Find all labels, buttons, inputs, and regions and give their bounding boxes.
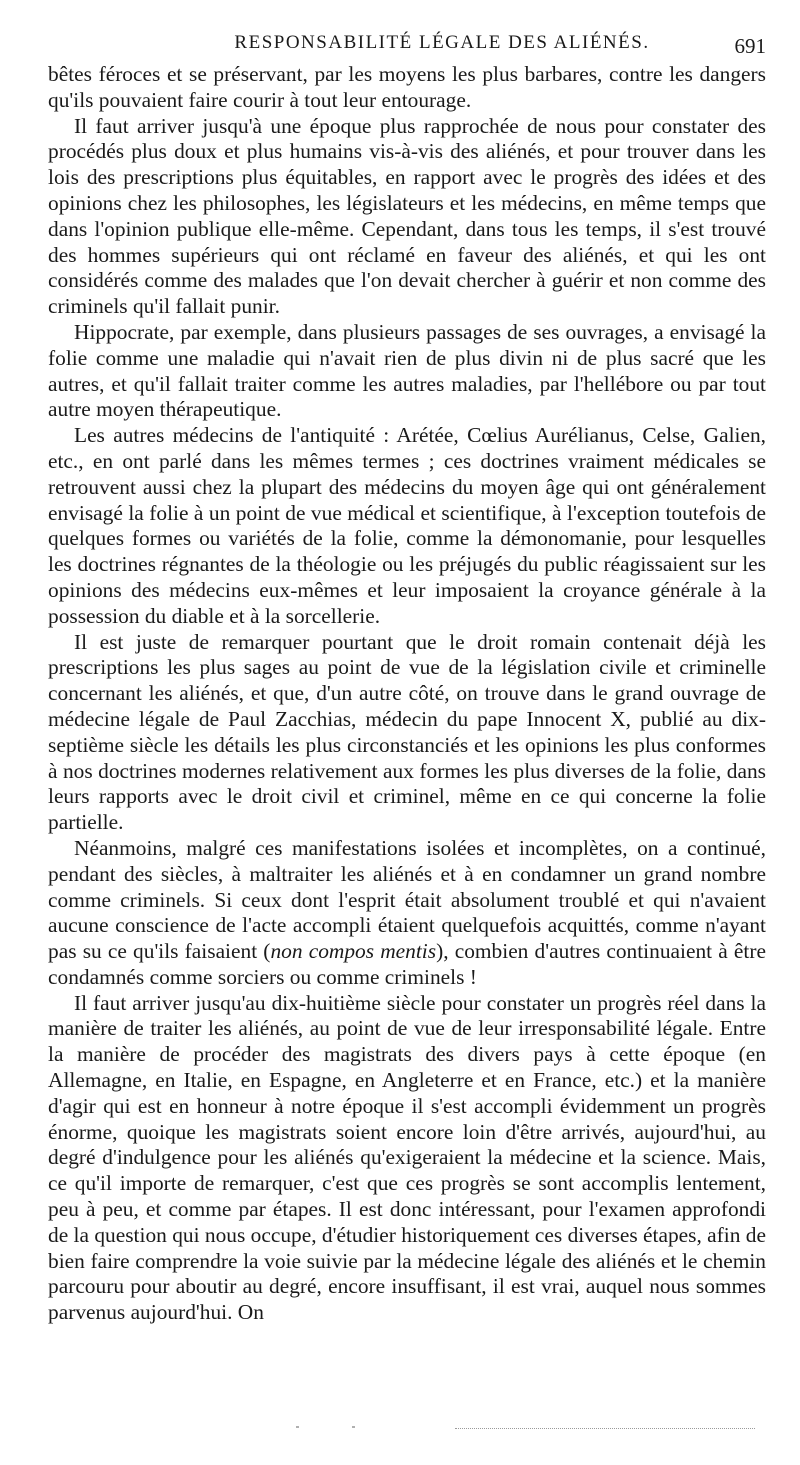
running-head: RESPONSABILITÉ LÉGALE DES ALIÉNÉS. <box>234 32 650 53</box>
page-header <box>48 26 766 62</box>
paragraph-7: Il faut arriver jusqu'au dix-huitième siècle pour constater un progrès réel dans la manière de traiter les aliénés, au point de vue de leur irresponsabilité légale. Entre la manière de procéder des magistrats des divers pays à cette époque (en Allemagne, en Italie, en Espagne, en Angleterre et en France, etc.) et la manière d'agir qui est en honneur à notre époque il s'est accompli évidemment un progrès énorme, quoique les magistrats soient encore loin d'être arrivés, aujourd'hui, au degré d'indulgence pour les aliénés qu'exigeraient la médecine et la science. Mais, ce qu'il importe de remarquer, c'est que ces progrès se sont accomplis lentement, peu à peu, et comme par étapes. Il est donc intéressant, pour l'examen approfondi de la question qui nous occupe, d'étudier historiquement ces diverses étapes, afin de bien faire comprendre la voie suivie par la médecine légale des aliénés et le chemin parcouru pour aboutir au degré, encore insuffisant, il est vrai, auquel nous sommes parvenus aujourd'hui. On <box>48 990 766 1325</box>
print-speck <box>296 1426 299 1428</box>
page-number: 691 <box>734 34 766 58</box>
paragraph-6-text-b: ), combien d'autres continuaient à être condamnés comme sorciers ou comme criminels ! <box>48 939 766 989</box>
footer-rule <box>455 1428 755 1429</box>
paragraph-3: Hippocrate, par exemple, dans plusieurs passages de ses ouvrages, a envisagé la folie comme une maladie qui n'avait rien de plus divin ni de plus sacré que les autres, et qu'il fallait traiter comme les autres maladies, par l'hellébore ou par tout autre moyen thérapeutique. <box>48 319 766 422</box>
paragraph-2: Il faut arriver jusqu'à une époque plus rapprochée de nous pour constater des procédés plus doux et plus humains vis-à-vis des aliénés, et pour trouver dans les lois des prescriptions plus équitables, en rapport avec le progrès des idées et des opinions chez les philosophes, les législateurs et les médecins, en même temps que dans l'opinion publique elle-même. Cependant, dans tous les temps, il s'est trouvé des hommes supérieurs qui ont réclamé en faveur des aliénés, et qui les ont considérés comme des malades que l'on devait chercher à guérir et non comme des criminels qu'il fallait punir. <box>48 113 766 319</box>
paragraph-6 <box>48 836 766 991</box>
paragraph-5: Il est juste de remarquer pourtant que le droit romain contenait déjà les prescriptions les plus sages au point de vue de la législation civile et criminelle concernant les aliénés, et que, d'un autre côté, on trouve dans le grand ouvrage de médecine légale de Paul Zacchias, médecin du pape Innocent X, publié au dix-septième siècle les détails les plus circonstanciés et les opinions les plus conformes à nos doctrines modernes relativement aux formes les plus diverses de la folie, dans leurs rapports avec le droit civil et criminel, même en ce qui concerne la folie partielle. <box>48 629 766 835</box>
print-speck <box>352 1426 355 1428</box>
paragraph-1: bêtes féroces et se préservant, par les moyens les plus barbares, contre les dangers qu'ils pouvaient faire courir à tout leur entourage. <box>48 62 766 112</box>
paragraph-6-text-a: Néanmoins, malgré ces manifestations isolées et incomplètes, on a continué, pendant des siècles, à maltraiter les aliénés et à en condamner un grand nombre comme criminels. Si ceux dont l'esprit était absolument troublé et qui n'avaient aucune conscience de l'acte accompli étaient quelquefois acquittés, comme n'ayant pas su ce qu'ils faisaient ( <box>48 835 766 964</box>
paragraph-4: Les autres médecins de l'antiquité : Arétée, Cœlius Aurélianus, Celse, Galien, etc., en ont parlé dans les mêmes termes ; ces doctrines vraiment médicales se retrouvent aussi chez la plupart des médecins du moyen âge qui ont généralement envisagé la folie à un point de vue médical et scientifique, à l'exception toutefois de quelques formes ou variétés de la folie, comme la démonomanie, pour lesquelles les doctrines régnantes de la théologie ou les préjugés du public réagissaient sur les opinions des médecins eux-mêmes et leur imposaient la croyance générale à la possession du diable et à la sorcellerie. <box>48 423 766 628</box>
body-text <box>48 62 766 1326</box>
latin-phrase: non compos mentis <box>270 939 437 964</box>
